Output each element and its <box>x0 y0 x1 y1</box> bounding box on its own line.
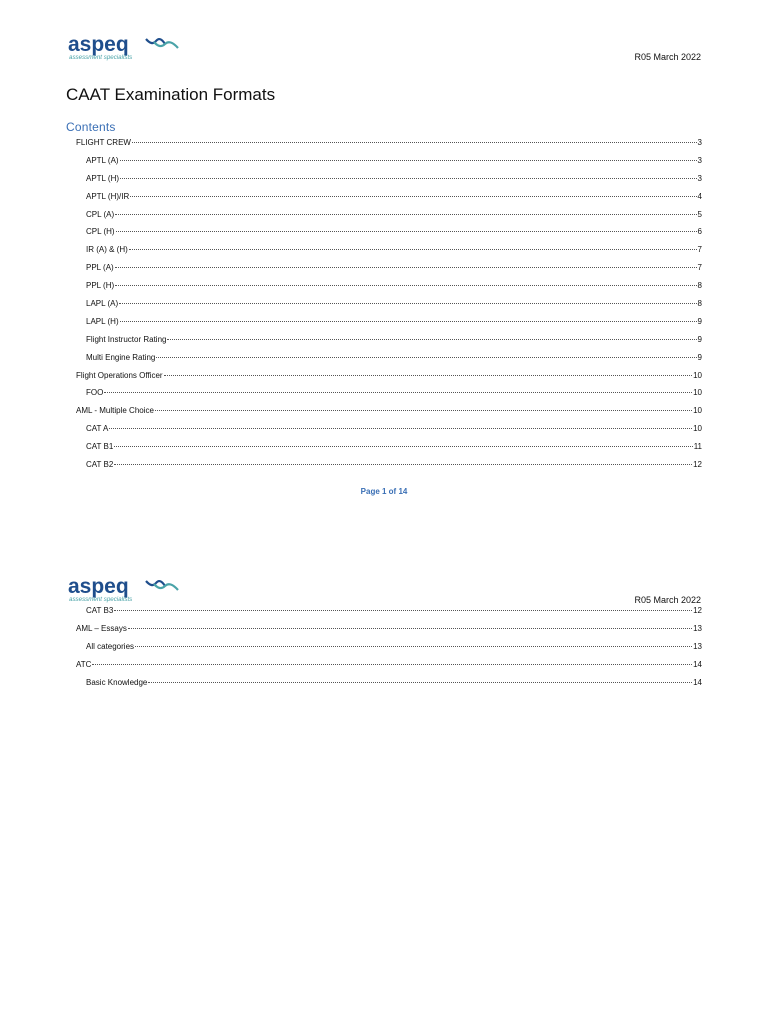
document-title: CAAT Examination Formats <box>66 85 276 104</box>
toc-entry-lapl-h[interactable]: LAPL (H) 9 <box>86 316 702 326</box>
logo-tagline: assessment specialists <box>69 54 133 61</box>
toc-entry-basic-knowledge[interactable]: Basic Knowledge 14 <box>86 677 702 687</box>
page-number-footer: Page 1 of 14 <box>360 487 408 496</box>
toc-entry-aptl-a[interactable]: APTL (A) 3 <box>86 155 702 165</box>
contents-heading: Contents <box>66 120 116 134</box>
toc-entry-multi-engine-rating[interactable]: Multi Engine Rating 9 <box>86 352 702 362</box>
revision-label: R05 March 2022 <box>634 52 701 62</box>
toc-entry-aml-multiple-choice[interactable]: AML - Multiple Choice 10 <box>76 406 702 416</box>
table-of-contents <box>66 138 702 478</box>
toc-entry-flight-crew[interactable]: FLIGHT CREW 3 <box>76 138 702 147</box>
toc-entry-cpl-h[interactable]: CPL (H) 6 <box>86 227 702 237</box>
toc-entry-ppl-a[interactable]: PPL (A) 7 <box>86 263 702 273</box>
aspeq-logo <box>68 574 183 610</box>
document-page-2 <box>0 560 768 1024</box>
logo-wordmark: aspeq <box>68 33 129 56</box>
aspeq-logo <box>68 32 183 68</box>
toc-entry-aml-essays[interactable]: AML – Essays 13 <box>76 623 702 633</box>
aspeq-logo-icon <box>68 574 183 610</box>
toc-entry-cat-b3[interactable]: CAT B3 12 <box>86 606 702 615</box>
toc-entry-flight-operations-officer[interactable]: Flight Operations Officer 10 <box>76 370 702 380</box>
logo-wordmark: aspeq <box>68 575 129 598</box>
toc-entry-ir[interactable]: IR (A) & (H) 7 <box>86 245 702 255</box>
toc-entry-aptl-h[interactable]: APTL (H) 3 <box>86 173 702 183</box>
toc-entry-cat-b2[interactable]: CAT B2 12 <box>86 460 702 470</box>
toc-entry-cat-b1[interactable]: CAT B1 11 <box>86 442 702 452</box>
toc-entry-lapl-a[interactable]: LAPL (A) 8 <box>86 299 702 309</box>
toc-entry-all-categories[interactable]: All categories 13 <box>86 641 702 651</box>
table-of-contents-continued <box>66 606 702 695</box>
toc-entry-aptl-h-ir[interactable]: APTL (H)/IR 4 <box>86 191 702 201</box>
toc-entry-flight-instructor-rating[interactable]: Flight Instructor Rating 9 <box>86 334 702 344</box>
toc-entry-foo[interactable]: FOO 10 <box>86 388 702 398</box>
toc-entry-atc[interactable]: ATC 14 <box>76 659 702 669</box>
revision-label: R05 March 2022 <box>634 595 701 605</box>
toc-entry-ppl-h[interactable]: PPL (H) 8 <box>86 281 702 291</box>
toc-entry-cat-a[interactable]: CAT A 10 <box>86 424 702 434</box>
toc-entry-cpl-a[interactable]: CPL (A) 5 <box>86 209 702 219</box>
aspeq-logo-icon <box>68 32 183 68</box>
logo-tagline: assessment specialists <box>69 596 133 603</box>
